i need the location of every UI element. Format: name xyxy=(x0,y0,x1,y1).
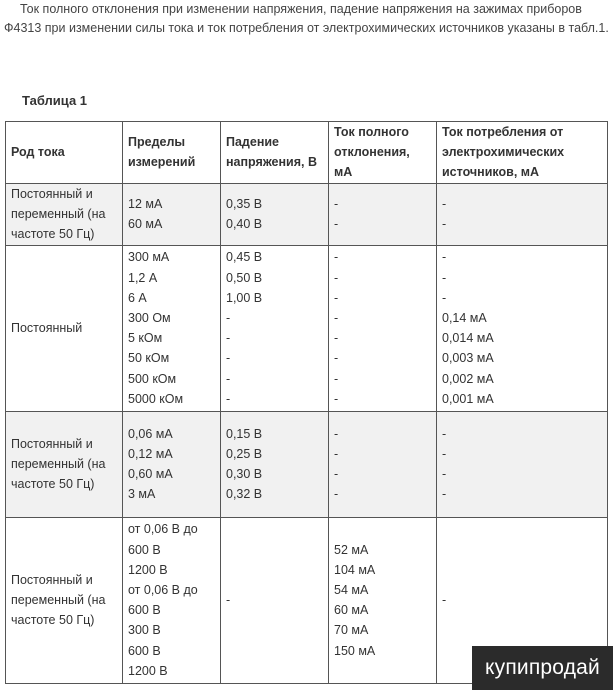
table-caption: Таблица 1 xyxy=(22,93,88,108)
drop-cell: 0,35 В 0,40 В xyxy=(221,183,329,245)
consumption-cell: - - xyxy=(437,183,608,245)
current-type-cell: Постоянный и переменный (на частоте 50 Гц) xyxy=(6,411,123,517)
limits-cell: от 0,06 В до 600 В 1200 В от 0,06 В до 600 В 300 В 600 В 1200 В xyxy=(123,517,221,683)
intro-paragraph: Ток полного отклонения при изменении напряжения, падение напряжения на зажимах приборов Ф4313 при изменении силы тока и ток потребления от электрохимических источников указаны в табл.1. xyxy=(4,2,609,35)
header-current-type: Род тока xyxy=(6,122,123,184)
current-type-cell: Постоянный и переменный (на частоте 50 Гц) xyxy=(6,183,123,245)
limits-cell: 12 мА 60 мА xyxy=(123,183,221,245)
limits-cell: 300 мА 1,2 А 6 А 300 Ом 5 кОм 50 кОм 500 кОм 5000 кОм xyxy=(123,245,221,411)
table-header-row xyxy=(6,122,608,184)
consumption-cell: - - - 0,14 мА 0,014 мА 0,003 мА 0,002 мА 0,001 мА xyxy=(437,245,608,411)
table-row xyxy=(6,411,608,517)
current-type-cell: Постоянный xyxy=(6,245,123,411)
table-row xyxy=(6,245,608,411)
header-limits: Пределы измерений xyxy=(123,122,221,184)
header-voltage-drop: Падение напряжения, В xyxy=(221,122,329,184)
header-consumption: Ток потребления от электрохимических источников, мА xyxy=(437,122,608,184)
limits-cell: 0,06 мА 0,12 мА 0,60 мА 3 мА xyxy=(123,411,221,517)
watermark-logo: купипродай xyxy=(472,646,613,690)
full-cell: - - xyxy=(329,183,437,245)
specs-table xyxy=(5,121,608,684)
consumption-cell: - - - - xyxy=(437,411,608,517)
consumption-cell: - xyxy=(437,517,608,683)
current-type-cell: Постоянный и переменный (на частоте 50 Гц) xyxy=(6,517,123,683)
header-full-deflection: Ток полного отклонения, мА xyxy=(329,122,437,184)
full-cell: - - - - xyxy=(329,411,437,517)
drop-cell: 0,15 В 0,25 В 0,30 В 0,32 В xyxy=(221,411,329,517)
full-cell: 52 мА 104 мА 54 мА 60 мА 70 мА 150 мА xyxy=(329,517,437,683)
drop-cell: - xyxy=(221,517,329,683)
table-row xyxy=(6,183,608,245)
full-cell: - - - - - - - - xyxy=(329,245,437,411)
drop-cell: 0,45 В 0,50 В 1,00 В - - - - - xyxy=(221,245,329,411)
